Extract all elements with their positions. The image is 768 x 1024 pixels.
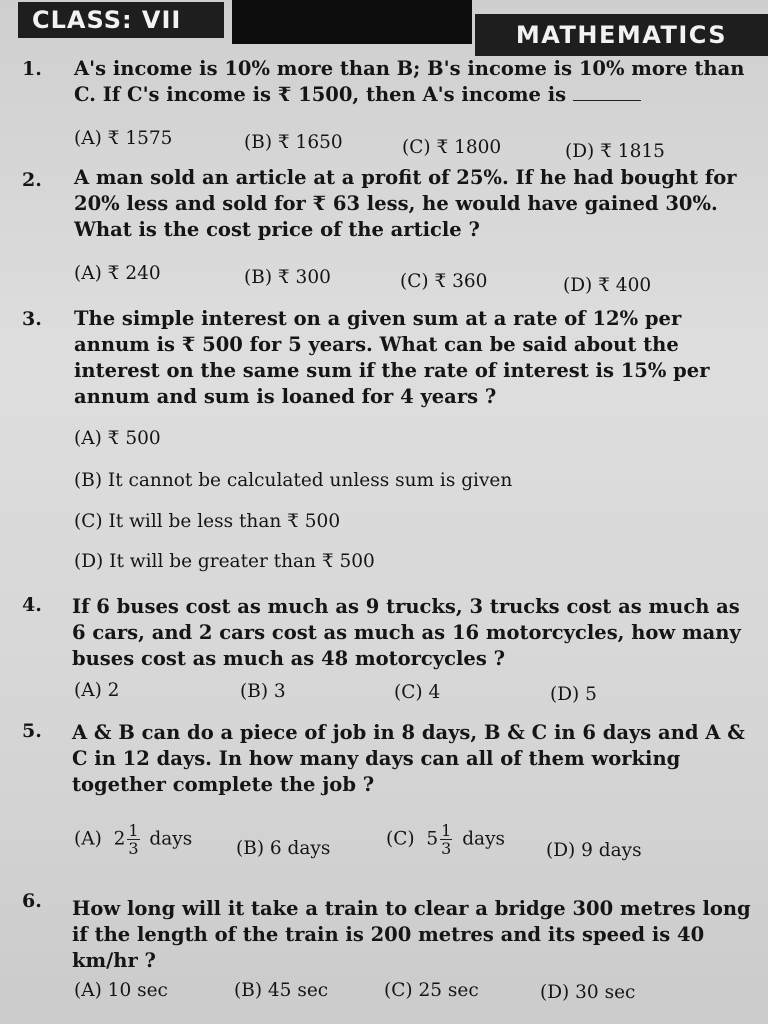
option-b: (B) 6 days — [236, 838, 331, 859]
question-number: 4. — [22, 594, 42, 616]
question-text: A man sold an article at a profit of 25%. If he had bought for 20% less and sold for ₹ 63 less, he would have gained 30%. What is the cost price of the article ? — [74, 166, 737, 241]
question-number: 3. — [22, 308, 42, 330]
question-text: The simple interest on a given sum at a rate of 12% per annum is ₹ 500 for 5 years. What can be said about the interest on the same sum if the rate of interest is 15% per annum and sum is loaned for 4 years ? — [74, 307, 710, 408]
option-a: (A) 2 — [74, 680, 120, 701]
option-c: (C) 25 sec — [384, 980, 479, 1001]
question-number: 6. — [22, 890, 42, 912]
question-number: 1. — [22, 58, 42, 80]
option-b: (B) ₹ 1650 — [244, 132, 343, 153]
class-label: CLASS: VII — [18, 2, 224, 38]
redacted-block — [232, 0, 472, 44]
option-d: (D) 30 sec — [540, 982, 636, 1003]
option-c: (C) 5 $\frac{1}{3}$ days — [386, 821, 506, 858]
answer-blank — [573, 84, 641, 101]
option-c: (C) ₹ 1800 — [402, 137, 502, 158]
option-d: (D) ₹ 1815 — [565, 141, 665, 162]
question-text: A & B can do a piece of job in 8 days, B & C in 6 days and A & C in 12 days. In how many days can all of them working together complete the job ? — [72, 721, 745, 796]
question-text: How long will it take a train to clear a bridge 300 metres long if the length of the train is 200 metres and its speed is 40 km/hr ? — [72, 897, 751, 972]
option-a: (A) ₹ 240 — [74, 263, 161, 284]
fraction: $\frac{1}{3}$ — [128, 821, 139, 858]
question-number: 5. — [22, 720, 42, 742]
header-bar — [0, 0, 768, 50]
question-text: If 6 buses cost as much as 9 trucks, 3 trucks cost as much as 6 cars, and 2 cars cost as much as 16 motorcycles, how many buses cost as much as 48 motorcycles ? — [72, 595, 741, 670]
subject-label: MATHEMATICS — [475, 14, 768, 56]
option-c: (C) It will be less than ₹ 500 — [74, 511, 341, 532]
option-c: (C) 4 — [394, 682, 441, 703]
option-c: (C) ₹ 360 — [400, 271, 488, 292]
option-d: (D) 9 days — [546, 840, 642, 861]
option-d: (D) It will be greater than ₹ 500 — [74, 551, 375, 572]
option-a: (A) 2 $\frac{1}{3}$ days — [74, 821, 193, 858]
option-b: (B) 45 sec — [234, 980, 329, 1001]
option-d: (D) 5 — [550, 684, 597, 705]
option-b: (B) 3 — [240, 681, 286, 702]
question-text: A's income is 10% more than B; B's income is 10% more than C. If C's income is ₹ 1500, then A's income is — [74, 57, 745, 106]
option-a: (A) 10 sec — [74, 980, 168, 1001]
option-b: (B) ₹ 300 — [244, 267, 331, 288]
fraction: $\frac{1}{3}$ — [441, 821, 452, 858]
option-a: (A) ₹ 500 — [74, 428, 161, 449]
option-b: (B) It cannot be calculated unless sum is given — [74, 470, 513, 491]
option-a: (A) ₹ 1575 — [74, 128, 173, 149]
option-d: (D) ₹ 400 — [563, 275, 652, 296]
question-number: 2. — [22, 169, 42, 191]
